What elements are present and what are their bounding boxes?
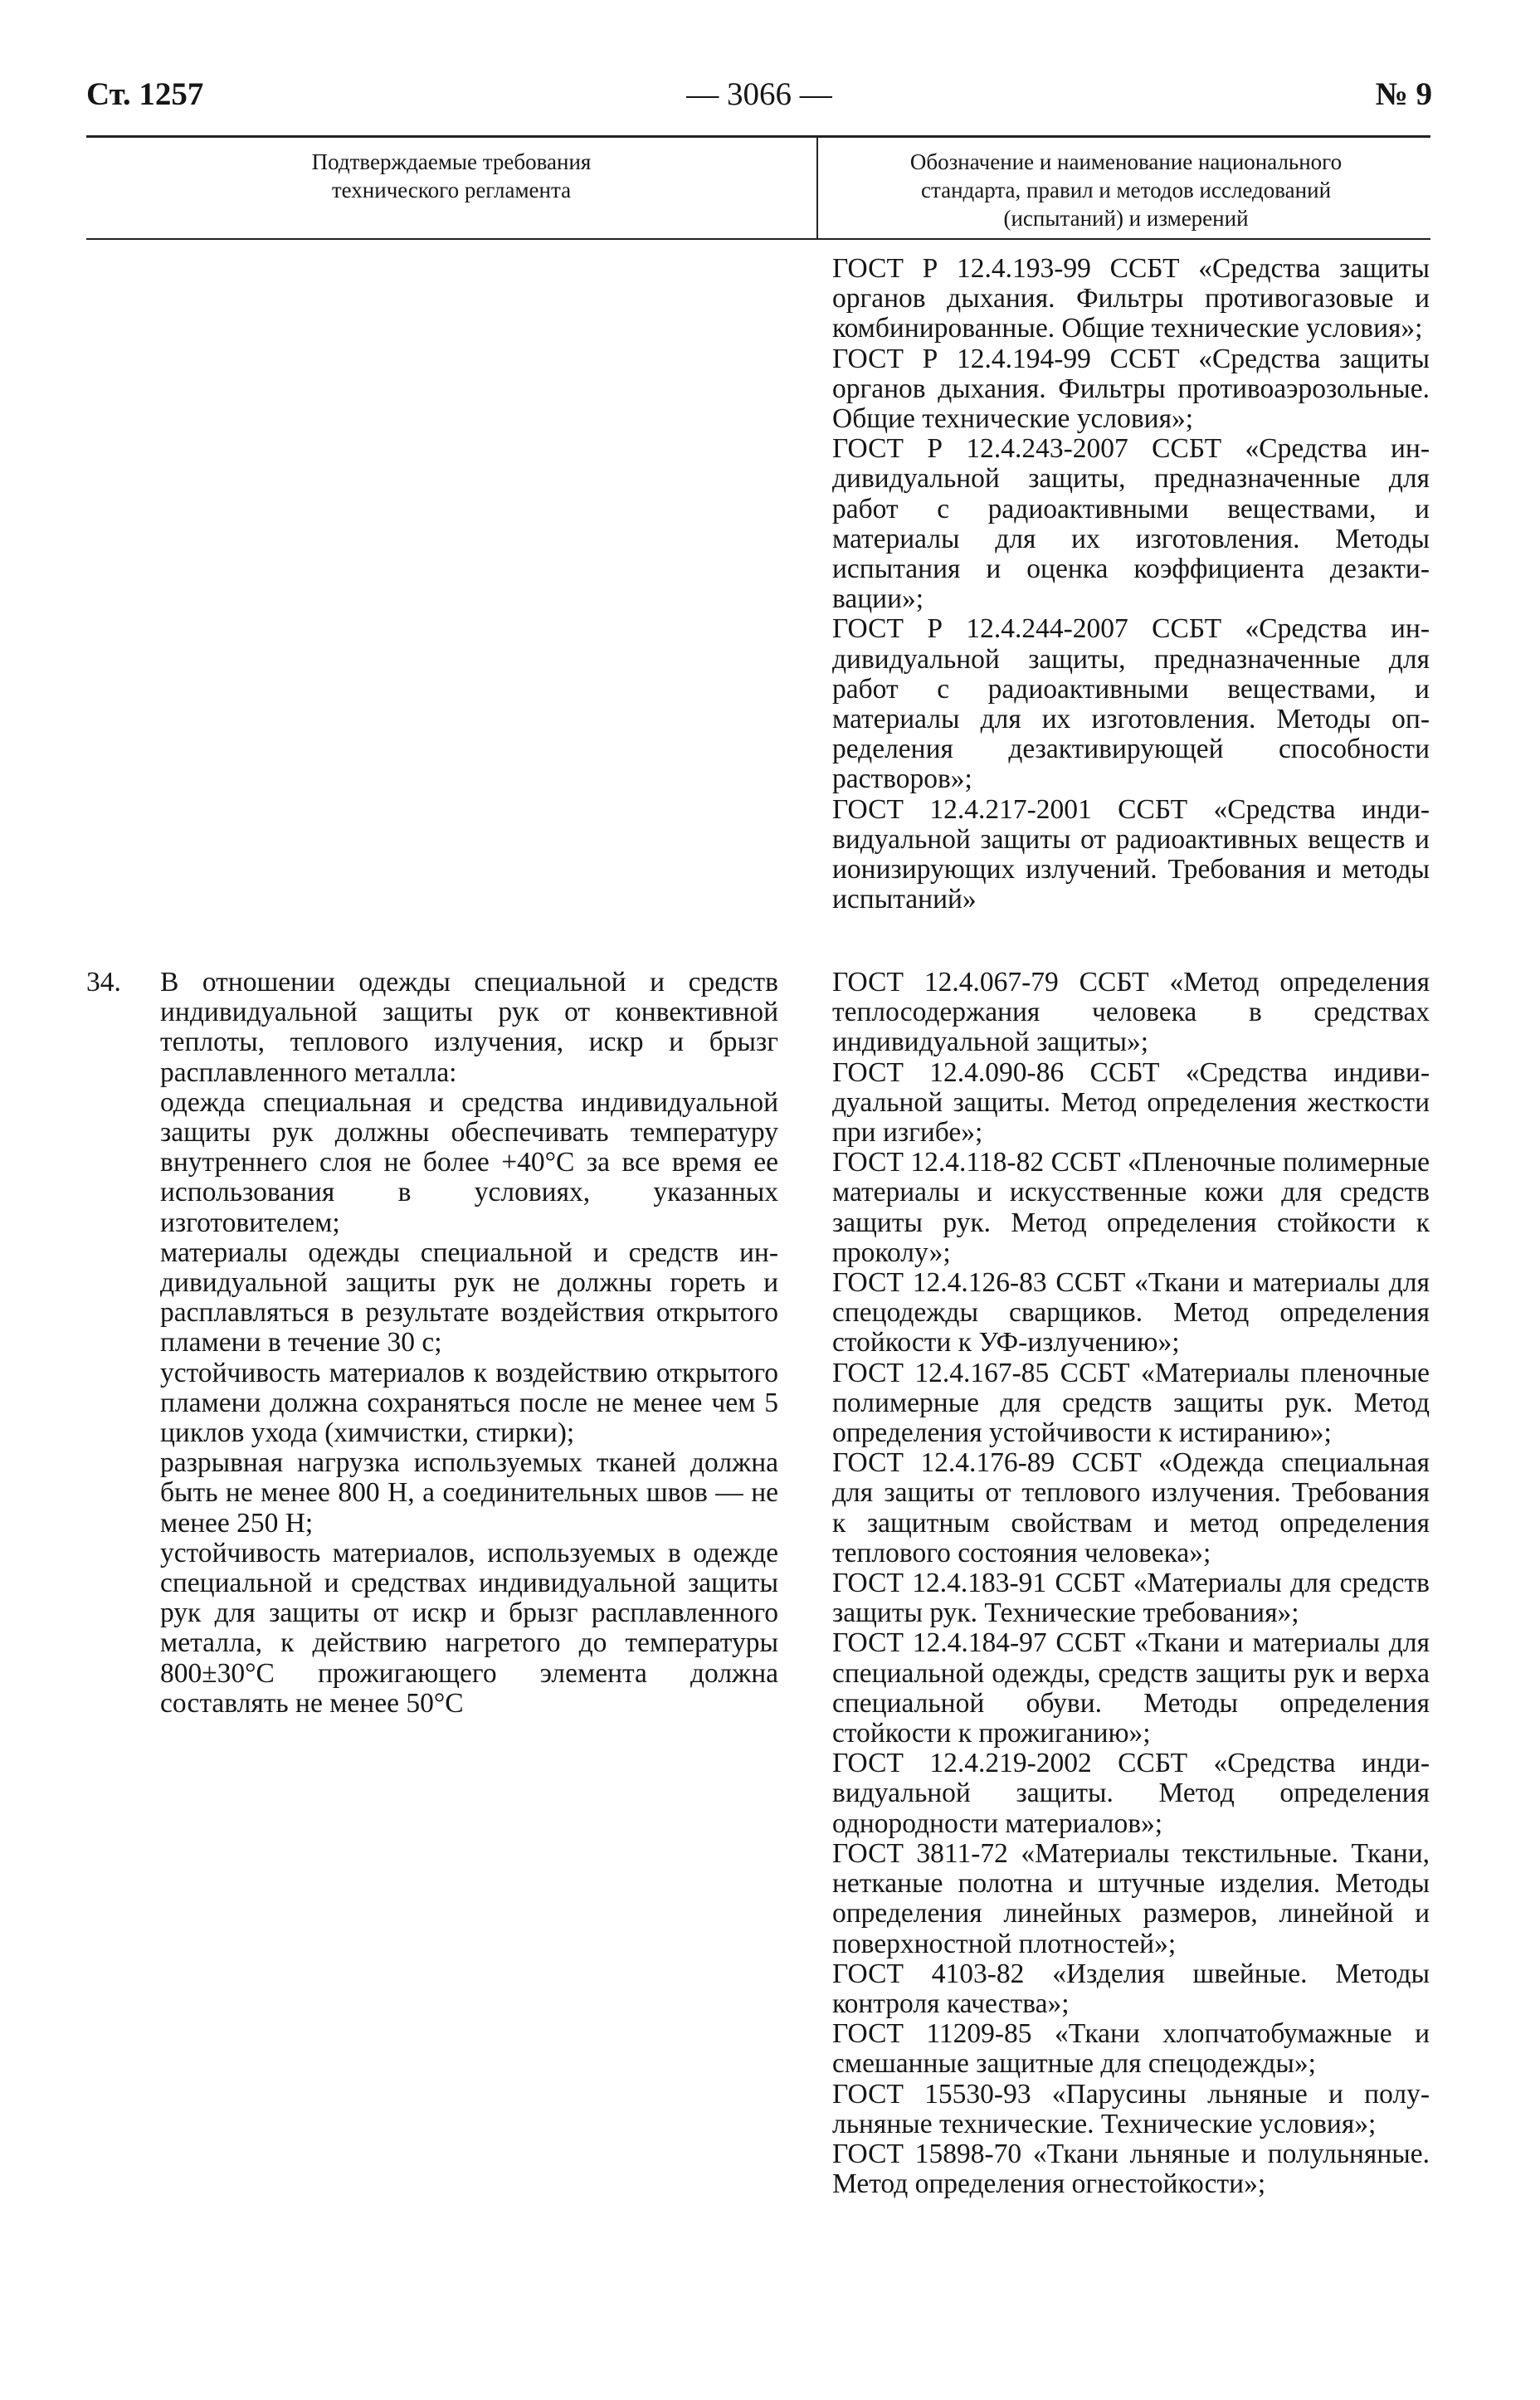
standard-item: ГОСТ 4103-82 «Изделия швейные. Методы контроля качества»; [832, 1958, 1430, 2019]
page-header [86, 73, 1432, 116]
heading-line: Обозначение и наименование национального [909, 149, 1343, 174]
heading-line: (испытаний) и измерений [1003, 206, 1249, 231]
requirement-paragraph: В отношении одежды специальной и средств индивидуальной защиты рук от конвективной теплоты, теплового излучения, искр и брызг расплавленного металла: [160, 967, 778, 1088]
standard-item: ГОСТ Р 12.4.244-2007 ССБТ «Средства индивидуальной защиты, предназначенные для работ с радиоактивными веществами, и материалы для их изготовления. Методы определения дезактивирующей способности растворов»; [832, 613, 1430, 795]
standard-item: ГОСТ Р 12.4.194-99 ССБТ «Средства защиты органов дыхания. Фильтры противоаэрозольные. Общие технические условия»; [832, 343, 1430, 435]
standard-item: ГОСТ 12.4.217-2001 ССБТ «Средства индивидуальной защиты от радиоактивных веществ и ионизирующих излучений. Требования и методы испытаний» [832, 793, 1430, 915]
requirement-paragraph: разрывная нагрузка используемых тканей должна быть не менее 800 Н, а соединительных швов — не менее 250 Н; [160, 1447, 778, 1539]
standard-item: ГОСТ 12.4.090-86 ССБТ «Средства индивидуальной защиты. Метод определения жесткости при изгибе»; [832, 1056, 1430, 1149]
heading-line: стандарта, правил и методов исследований [920, 178, 1332, 202]
requirement-paragraph: устойчивость материалов, используемых в одежде специальной и средствах индивидуальной защиты рук для защиты от искр и брызг расплавленного металла, к действию нагретого до температуры 800±30°С прожигающего элемента должна составлять не менее 50°С [160, 1537, 778, 1719]
requirement-paragraph: одежда специальная и средства индивидуальной защиты рук должны обеспечивать температуру внутреннего слоя не более +40°С за все время ее использования в условиях, указанных изготовителем; [160, 1086, 778, 1238]
standard-item: ГОСТ 15530-93 «Парусины льняные и полульняные технические. Технические условия»; [832, 2078, 1430, 2139]
standard-item: ГОСТ 12.4.126-83 ССБТ «Ткани и материалы для спецодежды сварщиков. Метод определения стойкости к УФ-излучению»; [832, 1267, 1430, 1359]
row-34-standards [832, 968, 1430, 2199]
page-number: — 3066 — [686, 76, 832, 112]
continuation-standards [832, 254, 1430, 915]
column-heading-standards [821, 148, 1430, 232]
requirement-paragraph: материалы одежды специальной и средств индивидуальной защиты рук не должны гореть и расплавляться в результате воздействия открытого пламени в течение 30 с; [160, 1237, 778, 1359]
standard-item: ГОСТ 3811-72 «Материалы текстильные. Ткани, нетканые полотна и штучные изделия. Методы определения линейных размеров, линейной и поверхностной плотностей»; [832, 1837, 1430, 1959]
column-heading-requirements [86, 148, 816, 204]
heading-line: Подтверждаемые требования [311, 149, 592, 174]
row-number: 34. [86, 967, 121, 998]
issue-number: № 9 [1375, 76, 1432, 112]
row-34-requirements [160, 968, 778, 1719]
standard-item: ГОСТ 12.4.118-82 ССБТ «Пленочные полимерные материалы и искусственные кожи для средств защиты рук. Метод определения стойкости к проколу»; [832, 1147, 1430, 1268]
article-number: Ст. 1257 [86, 76, 204, 112]
table-head-rule [86, 238, 1430, 240]
column-divider [816, 136, 818, 239]
standard-item: ГОСТ Р 12.4.193-99 ССБТ «Средства защиты органов дыхания. Фильтры противогазовые и комбинированные. Общие технические условия»; [832, 253, 1430, 344]
heading-line: технического регламента [331, 178, 572, 202]
standard-item: ГОСТ 12.4.067-79 ССБТ «Метод определения теплосодержания человека в средствах индивидуальной защиты»; [832, 967, 1430, 1058]
standard-item: ГОСТ 12.4.219-2002 ССБТ «Средства индивидуальной защиты. Метод определения однородности материалов»; [832, 1748, 1430, 1839]
standard-item: ГОСТ 12.4.176-89 ССБТ «Одежда специальная для защиты от теплового излучения. Требования к защитным свойствам и метод определения теплового состояния человека»; [832, 1447, 1430, 1568]
requirement-paragraph: устойчивость материалов к воздействию открытого пламени должна сохраняться после не менее чем 5 циклов ухода (химчистки, стирки); [160, 1357, 778, 1449]
standard-item: ГОСТ 15898-70 «Ткани льняные и полульняные. Метод определения огнестойкости»; [832, 2138, 1430, 2200]
standard-item: ГОСТ 12.4.184-97 ССБТ «Ткани и материалы для специальной одежды, средств защиты рук и верха специальной обуви. Методы определения стойкости к прожиганию»; [832, 1627, 1430, 1749]
standard-item: ГОСТ 11209-85 «Ткани хлопчатобумажные и смешанные защитные для спецодежды»; [832, 2018, 1430, 2080]
standard-item: ГОСТ 12.4.183-91 ССБТ «Материалы для средств защиты рук. Технические требования»; [832, 1568, 1430, 1629]
standard-item: ГОСТ 12.4.167-85 ССБТ «Материалы пленочные полимерные для средств защиты рук. Метод определения устойчивости к истиранию»; [832, 1357, 1430, 1449]
standard-item: ГОСТ Р 12.4.243-2007 ССБТ «Средства индивидуальной защиты, предназначенные для работ с радиоактивными веществами, и материалы для их изготовления. Методы испытания и оценка коэффициента дезактивации»; [832, 433, 1430, 615]
header-rule [86, 135, 1430, 138]
